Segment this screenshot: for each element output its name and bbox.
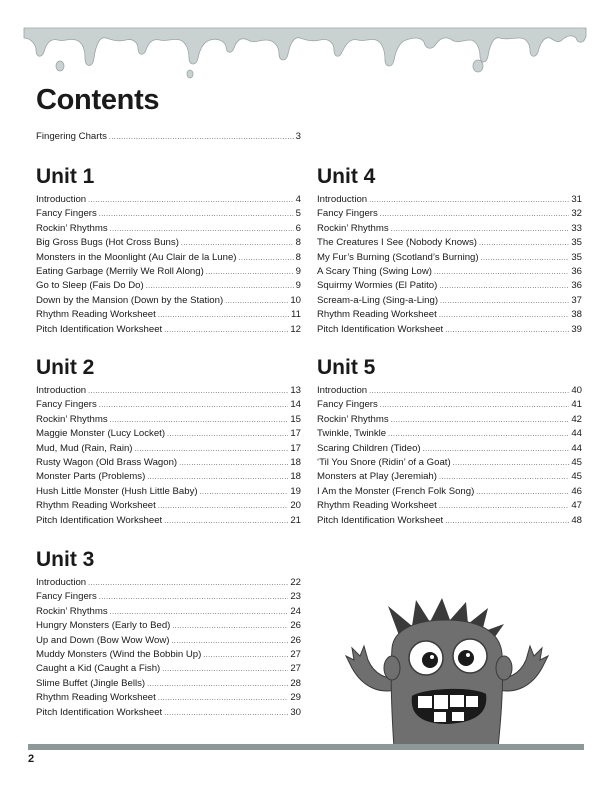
toc-entry[interactable]	[36, 514, 301, 528]
dot-leader	[171, 635, 288, 649]
dot-leader	[423, 443, 570, 457]
toc-entry-page: 40	[571, 385, 582, 396]
toc-entry[interactable]	[36, 398, 301, 412]
toc-entry-label: Rockin’ Rhythms	[36, 413, 108, 425]
toc-entry[interactable]	[36, 207, 301, 221]
dot-leader	[391, 414, 570, 428]
toc-entry-label: Up and Down (Bow Wow Wow)	[36, 634, 170, 646]
dot-leader	[479, 237, 569, 251]
toc-entry-page: 15	[290, 413, 301, 425]
dot-leader	[99, 208, 294, 222]
unit-5-section	[317, 354, 582, 528]
dot-leader	[158, 500, 289, 514]
dot-leader	[440, 295, 569, 309]
dot-leader	[88, 577, 288, 591]
dot-leader	[172, 620, 288, 634]
toc-entry[interactable]	[317, 251, 582, 265]
toc-entry-label: My Fur’s Burning (Scotland’s Burning)	[317, 251, 479, 263]
toc-entry-label: Hush Little Monster (Hush Little Baby)	[36, 485, 198, 497]
toc-entry[interactable]	[317, 308, 582, 322]
dot-leader	[88, 194, 294, 208]
dot-leader	[110, 606, 289, 620]
toc-entry-page: 11	[291, 309, 301, 321]
toc-entry[interactable]	[36, 251, 301, 265]
toc-entry-label: Monster Parts (Problems)	[36, 471, 146, 483]
toc-entry[interactable]	[36, 413, 301, 427]
toc-entry-label: Rockin’ Rhythms	[317, 413, 389, 425]
toc-entry-page: 35	[571, 237, 582, 249]
toc-entry[interactable]	[317, 236, 582, 250]
dot-leader	[369, 194, 569, 208]
toc-entry-label: The Creatures I See (Nobody Knows)	[317, 237, 477, 249]
dot-leader	[445, 324, 569, 338]
toc-entry-label: Pitch Identification Worksheet	[317, 514, 444, 526]
dot-leader	[167, 428, 288, 442]
toc-entry-label: Eating Garbage (Merrily We Roll Along)	[36, 265, 204, 277]
toc-entry-page: 22	[290, 577, 301, 588]
toc-entry-page: 14	[290, 399, 301, 411]
toc-entry-label: Rhythm Reading Worksheet	[317, 309, 437, 321]
toc-entry[interactable]	[317, 323, 582, 337]
toc-entry-page: 44	[571, 428, 582, 440]
dot-leader	[147, 678, 288, 692]
toc-entry-label: Pitch Identification Worksheet	[317, 323, 444, 335]
toc-entry-page: 28	[290, 677, 301, 689]
toc-entry-label: Introduction	[36, 577, 87, 588]
dot-leader	[380, 208, 570, 222]
dot-leader	[369, 385, 569, 399]
unit-heading: Unit 5	[317, 356, 376, 379]
toc-entry[interactable]	[36, 308, 301, 322]
toc-entry[interactable]	[36, 662, 301, 676]
toc-entry-page: 45	[571, 456, 582, 468]
toc-entry-label: Go to Sleep (Fais Do Do)	[36, 280, 144, 292]
toc-entry[interactable]	[36, 485, 301, 499]
toc-entry-page: 27	[290, 648, 301, 660]
toc-entry-page: 17	[290, 442, 301, 454]
dot-leader	[453, 457, 570, 471]
toc-entry-label: Mud, Mud (Rain, Rain)	[36, 442, 133, 454]
dot-leader	[135, 443, 289, 457]
toc-entry-page: 42	[571, 413, 582, 425]
toc-entry[interactable]	[36, 499, 301, 513]
dot-leader	[164, 515, 288, 529]
toc-entry-label: Fingering Charts	[36, 131, 107, 142]
toc-entry-label: Rockin’ Rhythms	[36, 605, 108, 617]
toc-entry-page: 12	[290, 323, 301, 335]
toc-entry-page: 38	[571, 309, 582, 321]
toc-entry-label: Pitch Identification Worksheet	[36, 706, 163, 718]
toc-entry-label: Caught a Kid (Caught a Fish)	[36, 663, 161, 675]
toc-entry[interactable]	[36, 222, 301, 236]
toc-entry[interactable]	[317, 398, 582, 412]
toc-entry-label: Big Gross Bugs (Hot Cross Buns)	[36, 237, 179, 249]
dot-leader	[225, 295, 288, 309]
toc-entry-label: Scaring Children (Tideo)	[317, 442, 421, 454]
toc-entry-page: 48	[571, 514, 582, 526]
toc-entry-label: Rockin’ Rhythms	[36, 222, 108, 234]
toc-entry[interactable]	[36, 634, 301, 648]
toc-entry-page: 21	[290, 514, 301, 526]
toc-entry[interactable]	[36, 576, 301, 590]
toc-entry[interactable]	[317, 427, 582, 441]
toc-entry[interactable]	[317, 265, 582, 279]
toc-entry-label: Down by the Mansion (Down by the Station)	[36, 294, 224, 306]
toc-entry[interactable]	[36, 456, 301, 470]
toc-entry[interactable]	[36, 427, 301, 441]
toc-entry-page: 39	[571, 323, 582, 335]
dot-leader	[200, 486, 289, 500]
toc-entry-label: Monsters in the Moonlight (Au Clair de la Lune)	[36, 251, 237, 263]
toc-entry[interactable]	[317, 193, 582, 207]
toc-entry-label: Rhythm Reading Worksheet	[36, 309, 156, 321]
toc-entry-page: 6	[295, 222, 301, 234]
toc-entry-page: 9	[295, 280, 301, 292]
toc-entry-label: Fancy Fingers	[36, 591, 97, 603]
toc-entry-label: ‘Til You Snore (Ridin’ of a Goat)	[317, 456, 451, 468]
toc-entry[interactable]	[317, 456, 582, 470]
toc-entry[interactable]	[317, 499, 582, 513]
unit-1-section	[36, 163, 301, 337]
toc-entry[interactable]	[317, 470, 582, 484]
toc-entry-page: 10	[290, 294, 301, 306]
toc-entry-label: Rockin’ Rhythms	[317, 222, 389, 234]
toc-entry-label: Twinkle, Twinkle	[317, 428, 387, 440]
toc-entry-page: 26	[290, 634, 301, 646]
monster-mascot-icon	[338, 598, 568, 748]
toc-entry[interactable]	[36, 236, 301, 250]
page-title: Contents	[36, 84, 160, 116]
toc-entry-page: 5	[295, 208, 301, 220]
dot-leader	[434, 266, 569, 280]
toc-entry[interactable]	[36, 323, 301, 337]
toc-entry-label: Introduction	[36, 194, 87, 205]
toc-entry-label: A Scary Thing (Swing Low)	[317, 265, 432, 277]
toc-entry-page: 17	[290, 428, 301, 440]
toc-entry[interactable]	[36, 470, 301, 484]
toc-entry-page: 44	[571, 442, 582, 454]
dot-leader	[88, 385, 288, 399]
dot-leader	[158, 692, 289, 706]
dot-leader	[391, 223, 570, 237]
toc-entry-label: Fancy Fingers	[317, 208, 378, 220]
toc-entry[interactable]	[36, 677, 301, 691]
toc-entry[interactable]	[317, 514, 582, 528]
toc-entry-label: Maggie Monster (Lucy Locket)	[36, 428, 166, 440]
toc-entry[interactable]	[36, 279, 301, 293]
toc-entry[interactable]	[317, 413, 582, 427]
toc-entry[interactable]	[36, 294, 301, 308]
toc-entry[interactable]	[36, 265, 301, 279]
toc-entry-label: Monsters at Play (Jeremiah)	[317, 471, 437, 483]
dot-leader	[158, 309, 289, 323]
unit-3-section	[36, 546, 301, 720]
toc-entry[interactable]	[36, 691, 301, 705]
toc-entry-page: 37	[571, 294, 582, 306]
toc-entry-page: 26	[290, 620, 301, 632]
toc-entry-page: 46	[571, 485, 582, 497]
toc-entry-page: 33	[571, 222, 582, 234]
toc-entry-page: 32	[571, 208, 582, 220]
dot-leader	[239, 252, 294, 266]
toc-entry[interactable]	[317, 207, 582, 221]
toc-entry-page: 8	[295, 237, 301, 249]
toc-entry-page: 31	[571, 194, 582, 205]
toc-entry[interactable]	[36, 706, 301, 720]
toc-entry-label: Pitch Identification Worksheet	[36, 514, 163, 526]
unit-heading: Unit 1	[36, 165, 95, 188]
unit-heading: Unit 2	[36, 356, 95, 379]
toc-entry-page: 4	[295, 194, 301, 205]
toc-entry[interactable]	[317, 279, 582, 293]
toc-entry-page: 24	[290, 605, 301, 617]
dot-leader	[439, 309, 570, 323]
dot-leader	[99, 591, 289, 605]
toc-entry-page: 45	[571, 471, 582, 483]
toc-entry-label: Pitch Identification Worksheet	[36, 323, 163, 335]
dot-leader	[476, 486, 569, 500]
toc-entry[interactable]	[36, 619, 301, 633]
toc-entry[interactable]	[317, 485, 582, 499]
dot-leader	[439, 280, 569, 294]
dot-leader	[110, 223, 294, 237]
unit-heading: Unit 4	[317, 165, 376, 188]
toc-entry[interactable]	[317, 442, 582, 456]
toc-entry-page: 18	[290, 456, 301, 468]
toc-entry-label: Slime Buffet (Jingle Bells)	[36, 677, 146, 689]
unit-4-section	[317, 163, 582, 337]
toc-entry[interactable]	[36, 605, 301, 619]
slime-drips-icon	[0, 0, 612, 80]
dot-leader	[181, 237, 294, 251]
unit-2-section	[36, 354, 301, 528]
dot-leader	[439, 500, 570, 514]
dot-leader	[439, 471, 569, 485]
toc-entry-label: Introduction	[317, 194, 368, 205]
dot-leader	[147, 471, 288, 485]
toc-entry-page: 29	[290, 692, 301, 704]
toc-entry-page: 8	[295, 251, 301, 263]
dot-leader	[109, 131, 294, 145]
front-matter	[36, 130, 301, 144]
dot-leader	[206, 266, 294, 280]
dot-leader	[445, 515, 569, 529]
dot-leader	[99, 399, 289, 413]
toc-entry-label: Rhythm Reading Worksheet	[36, 692, 156, 704]
toc-entry-label: Introduction	[317, 385, 368, 396]
toc-entry-page: 13	[290, 385, 301, 396]
toc-entry[interactable]	[317, 222, 582, 236]
toc-entry-label: Rusty Wagon (Old Brass Wagon)	[36, 456, 178, 468]
toc-entry-label: Rhythm Reading Worksheet	[36, 500, 156, 512]
dot-leader	[162, 663, 288, 677]
toc-entry-label: Squirmy Wormies (El Patito)	[317, 280, 438, 292]
dot-leader	[110, 414, 289, 428]
toc-entry-label: Rhythm Reading Worksheet	[317, 500, 437, 512]
toc-entry[interactable]	[36, 590, 301, 604]
toc-entry-label: Fancy Fingers	[317, 399, 378, 411]
toc-entry[interactable]	[36, 384, 301, 398]
toc-entry-page: 30	[290, 706, 301, 718]
dot-leader	[164, 324, 288, 338]
dot-leader	[481, 252, 570, 266]
toc-entry-page: 18	[290, 471, 301, 483]
dot-leader	[380, 399, 570, 413]
toc-entry[interactable]	[317, 294, 582, 308]
toc-entry-label: Hungry Monsters (Early to Bed)	[36, 620, 171, 632]
page-number: 2	[28, 753, 35, 765]
dot-leader	[179, 457, 288, 471]
toc-entry-page: 9	[295, 265, 301, 277]
toc-entry-page: 36	[571, 280, 582, 292]
unit-heading: Unit 3	[36, 548, 95, 571]
toc-entry[interactable]	[36, 130, 301, 144]
toc-entry[interactable]	[36, 648, 301, 662]
toc-entry-label: Fancy Fingers	[36, 399, 97, 411]
toc-entry-label: Muddy Monsters (Wind the Bobbin Up)	[36, 648, 202, 660]
toc-entry-page: 27	[290, 663, 301, 675]
toc-entry-page: 47	[571, 500, 582, 512]
toc-entry-page: 41	[571, 399, 582, 411]
toc-entry[interactable]	[36, 193, 301, 207]
toc-entry-label: Introduction	[36, 385, 87, 396]
toc-entry-label: Fancy Fingers	[36, 208, 97, 220]
toc-entry[interactable]	[36, 442, 301, 456]
toc-entry-page: 20	[290, 500, 301, 512]
toc-entry-page: 19	[290, 485, 301, 497]
dot-leader	[203, 649, 288, 663]
dot-leader	[388, 428, 569, 442]
toc-entry[interactable]	[317, 384, 582, 398]
toc-entry-page: 35	[571, 251, 582, 263]
dot-leader	[146, 280, 294, 294]
toc-entry-page: 36	[571, 265, 582, 277]
toc-entry-label: Scream-a-Ling (Sing-a-Ling)	[317, 294, 439, 306]
footer-bar	[28, 744, 584, 750]
toc-entry-label: I Am the Monster (French Folk Song)	[317, 485, 475, 497]
dot-leader	[164, 707, 288, 721]
toc-entry-page: 23	[290, 591, 301, 603]
toc-entry-page: 3	[295, 131, 301, 142]
